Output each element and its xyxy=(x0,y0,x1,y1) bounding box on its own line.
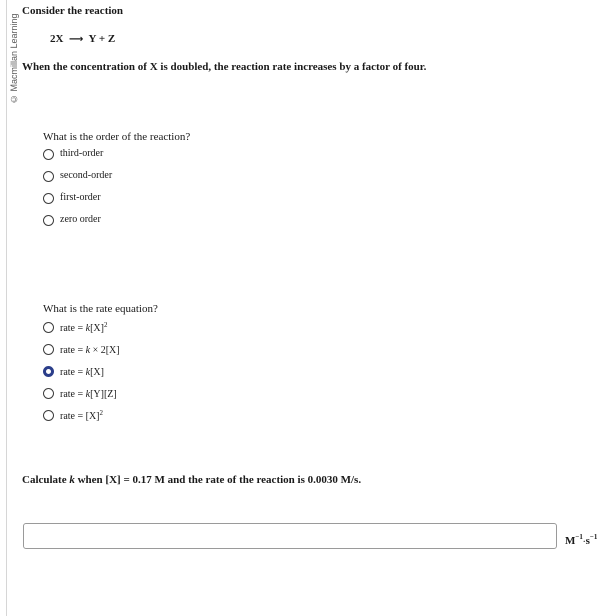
radio-button[interactable] xyxy=(43,193,54,204)
option-label: rate = k[Y][Z] xyxy=(60,389,117,400)
option-label: rate = $[X]^2$ xyxy=(60,409,104,422)
option-label: first-order xyxy=(60,192,101,203)
radio-button[interactable] xyxy=(43,366,54,377)
rate-option-3[interactable] xyxy=(43,364,104,378)
order-question-prompt: What is the order of the reaction? xyxy=(43,131,191,143)
answer-units: $M^{-1}\cdot s^{-1}$ xyxy=(565,533,598,547)
radio-button[interactable] xyxy=(43,410,54,421)
calculate-k-prompt: Calculate k when [X] = 0.17 M and the rate of the reaction is 0.0030 M/s. xyxy=(22,474,362,486)
radio-button[interactable] xyxy=(43,149,54,160)
reactants: 2X xyxy=(50,33,64,45)
radio-button[interactable] xyxy=(43,322,54,333)
order-option-second[interactable] xyxy=(43,169,112,183)
rate-option-4[interactable] xyxy=(43,386,117,400)
option-label: rate = k[X] xyxy=(60,367,104,378)
option-label: third-order xyxy=(60,148,104,159)
order-option-first[interactable] xyxy=(43,191,101,205)
option-label: zero order xyxy=(60,214,101,225)
option-label: rate = $k[X]^2$ xyxy=(60,321,108,334)
products: Y + Z xyxy=(88,33,116,45)
question-statement: When the concentration of X is doubled, the reaction rate increases by a factor of four. xyxy=(22,61,427,73)
left-margin-rule xyxy=(6,0,7,616)
rate-option-5[interactable] xyxy=(43,408,103,422)
radio-button[interactable] xyxy=(43,171,54,182)
rate-equation-prompt: What is the rate equation? xyxy=(43,303,158,315)
k-answer-input[interactable] xyxy=(23,523,557,549)
rate-option-1[interactable] xyxy=(43,320,107,334)
option-label: second-order xyxy=(60,170,113,181)
order-option-zero[interactable] xyxy=(43,213,101,227)
reaction-arrow-icon: ⟶ xyxy=(69,34,84,45)
question-intro: Consider the reaction xyxy=(22,5,124,17)
radio-button[interactable] xyxy=(43,388,54,399)
option-label: rate = k × 2[X] xyxy=(60,345,120,356)
reaction-equation xyxy=(50,33,115,46)
order-option-third[interactable] xyxy=(43,147,103,161)
radio-button[interactable] xyxy=(43,215,54,226)
copyright-notice: © Macmillan Learning xyxy=(9,13,19,104)
radio-button[interactable] xyxy=(43,344,54,355)
rate-option-2[interactable] xyxy=(43,342,120,356)
